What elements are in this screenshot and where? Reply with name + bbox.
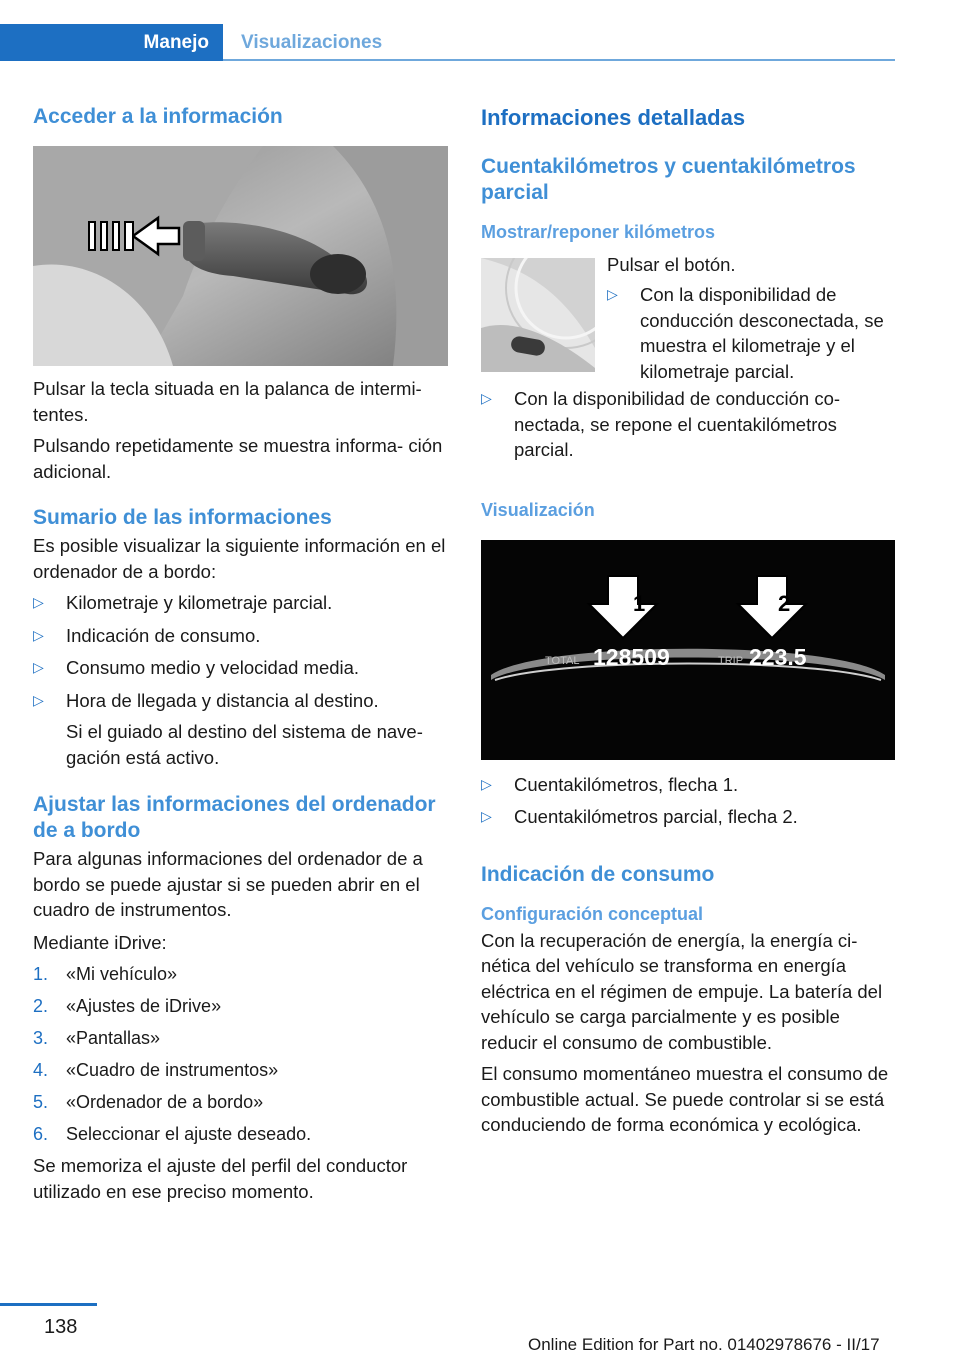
list-item: ▷ Con la disponibilidad de conducción desconectada, se muestra el kilometraje y el kilometraje parcial. bbox=[607, 284, 884, 382]
text-idrive: Mediante iDrive: bbox=[33, 931, 167, 953]
text-repeat-press: Pulsando repetidamente se muestra informa‐ ción adicional. bbox=[33, 435, 443, 482]
text-press-button: Pulsar el botón. bbox=[607, 254, 736, 275]
text-summary-intro: Es posible visualizar la siguiente información en el ordenador de a bordo: bbox=[33, 535, 446, 582]
text-press-key: Pulsar la tecla situada en la palanca de intermi‐ tentes. bbox=[33, 378, 422, 425]
steps-list bbox=[33, 962, 448, 1147]
reset-button-photo bbox=[481, 258, 595, 372]
list-item: ▷ Kilometraje y kilometraje parcial. bbox=[33, 590, 448, 616]
step-item: 5. «Ordenador de a bordo» bbox=[33, 1092, 264, 1112]
heading-display: Visualización bbox=[481, 499, 595, 520]
left-column bbox=[33, 96, 448, 1204]
footer-edition: Online Edition for Part no. 01402978676 - II/17 bbox=[528, 1335, 880, 1354]
step-item: 3. «Pantallas» bbox=[33, 1028, 161, 1048]
total-label: TOTAL bbox=[545, 654, 580, 667]
triangle-bullet-icon: ▷ bbox=[33, 659, 44, 675]
heading-access: Acceder a la información bbox=[33, 105, 283, 128]
trip-value: 223.5 bbox=[749, 643, 807, 670]
odometer-display-image bbox=[481, 540, 895, 760]
list-item: ▷ Consumo medio y velocidad media. bbox=[33, 655, 448, 681]
triangle-bullet-icon: ▷ bbox=[33, 626, 44, 643]
trip-label: TRIP bbox=[718, 654, 744, 667]
list-item: ▷ Con la disponibilidad de conducción co‐ nectada, se repone el cuentakilómetros parcial. bbox=[481, 388, 841, 460]
step-item: 2. «Ajustes de iDrive» bbox=[33, 996, 222, 1016]
triangle-bullet-icon: ▷ bbox=[33, 594, 44, 610]
odometer-display-photo bbox=[481, 540, 895, 760]
triangle-bullet-icon: ▷ bbox=[481, 808, 492, 824]
header-rule bbox=[223, 59, 895, 61]
heading-odometer: Cuentakilómetros y cuentakilómetros parcial bbox=[481, 155, 856, 204]
heading-adjust: Ajustar las informaciones del ordenador de a bordo bbox=[33, 793, 436, 842]
step-item: 4. «Cuadro de instrumentos» bbox=[33, 1060, 279, 1080]
heading-concept: Configuración conceptual bbox=[481, 903, 704, 924]
heading-summary: Sumario de las informaciones bbox=[33, 506, 332, 529]
triangle-bullet-icon: ▷ bbox=[607, 286, 618, 302]
summary-list bbox=[33, 590, 448, 770]
display-list bbox=[481, 772, 895, 830]
turn-signal-lever-photo bbox=[33, 146, 448, 366]
triangle-bullet-icon: ▷ bbox=[481, 390, 492, 406]
list-item-note: Si el guiado al destino del sistema de nave‐ gación está activo. bbox=[66, 721, 423, 768]
right-column bbox=[481, 96, 895, 1138]
text-memory: Se memoriza el ajuste del perfil del conductor utilizado en ese preciso momento. bbox=[33, 1155, 408, 1202]
arrow-2-label: 2 bbox=[778, 590, 791, 616]
list-item: ▷ Cuentakilómetros, flecha 1. bbox=[481, 772, 895, 798]
step-item: 6. Seleccionar el ajuste deseado. bbox=[33, 1124, 312, 1144]
list-item: ▷ Indicación de consumo. bbox=[33, 623, 448, 649]
heading-detailed-info: Informaciones detalladas bbox=[481, 105, 746, 130]
tab-visualizaciones[interactable]: Visualizaciones bbox=[241, 31, 383, 53]
turn-signal-lever-image bbox=[33, 146, 448, 366]
tab-manejo[interactable]: Manejo bbox=[0, 24, 223, 61]
text-concept-2: El consumo momentáneo muestra el consumo de combustible actual. Se puede controlar si se está conduciendo de forma económica y ecológica. bbox=[481, 1063, 889, 1135]
list-item: ▷ Cuentakilómetros parcial, flecha 2. bbox=[481, 804, 895, 830]
total-value: 128509 bbox=[593, 643, 670, 670]
list-item: ▷ Hora de llegada y distancia al destino. bbox=[33, 688, 448, 714]
triangle-bullet-icon: ▷ bbox=[33, 691, 44, 708]
heading-show-reset: Mostrar/reponer kilómetros bbox=[481, 222, 716, 242]
page-header bbox=[0, 0, 960, 64]
heading-consumption: Indicación de consumo bbox=[481, 862, 715, 886]
reset-button-image bbox=[481, 258, 595, 372]
page-number: 138 bbox=[44, 1316, 78, 1338]
text-concept-1: Con la recuperación de energía, la energía ci‐ nética del vehículo se transforma en energía eléctrica en el régimen de empuje. La batería del vehículo se carga parcialmente y es posible reducir el consumo de combustible. bbox=[481, 929, 883, 1053]
triangle-bullet-icon: ▷ bbox=[481, 775, 492, 792]
text-adjust: Para algunas informaciones del ordenador de a bordo se puede ajustar si se pueden abrir en el cuadro de instrumentos. bbox=[33, 848, 423, 920]
footer-bar bbox=[0, 1303, 97, 1306]
button-block bbox=[481, 252, 895, 388]
step-item: 1. «Mi vehículo» bbox=[33, 964, 178, 984]
arrow-1-label: 1 bbox=[633, 590, 646, 616]
